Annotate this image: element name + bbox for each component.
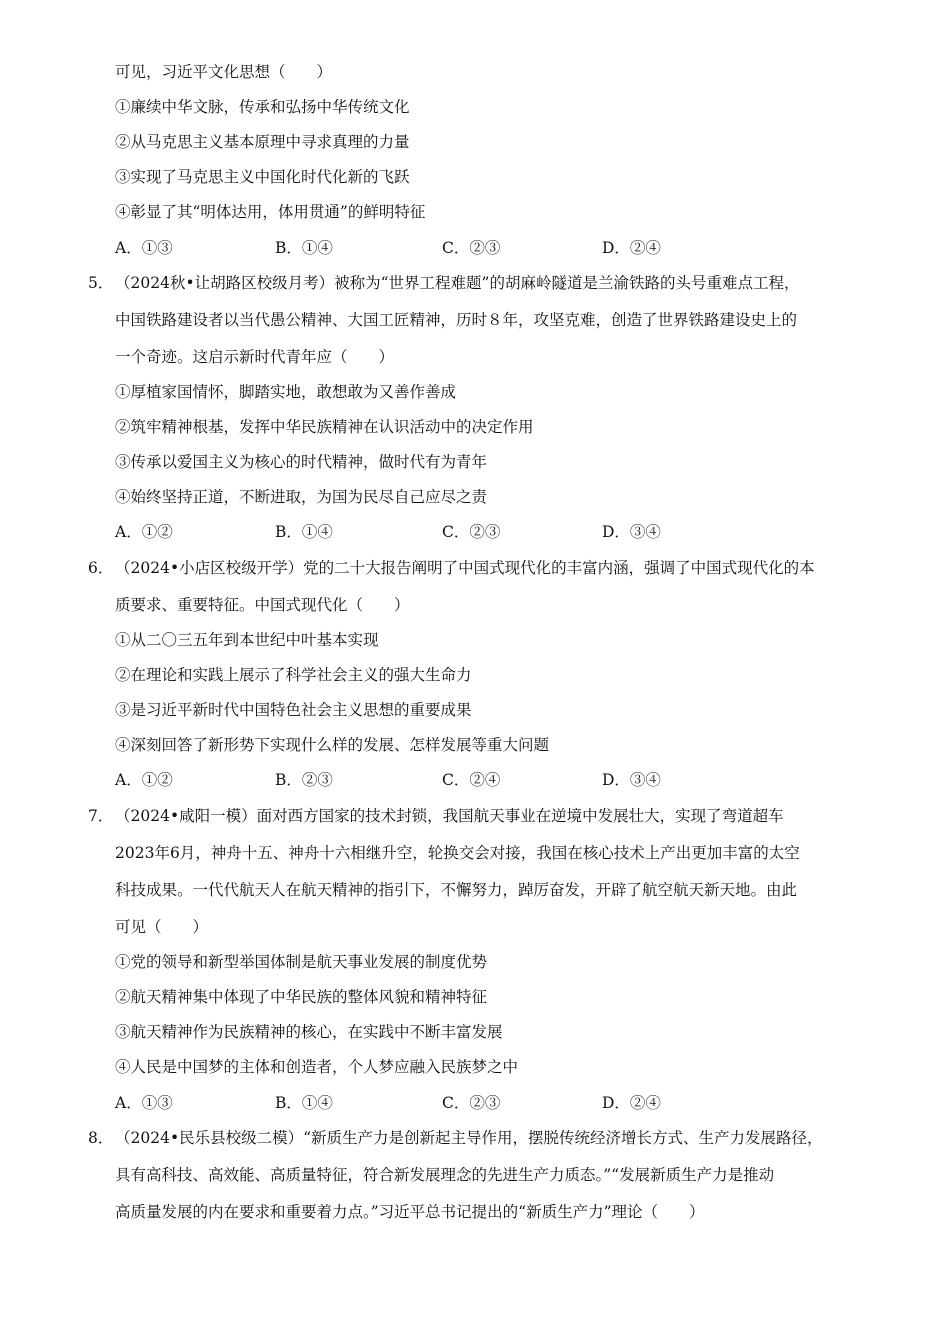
- q6-option-c[interactable]: C．②④: [442, 771, 501, 789]
- q6-option-d[interactable]: D．③④: [602, 771, 661, 789]
- q7-stem-line-2: 2023年6月，神舟十五、神舟十六相继升空，轮换交会对接，我国在核心技术上产出更加丰富的太空: [115, 844, 800, 862]
- q5-stem-line-1: （2024秋•让胡路区校级月考）被称为“世界工程难题”的胡麻岭隧道是兰渝铁路的头号重难点工程，: [115, 274, 800, 292]
- q4-statement-1: ①廉续中华文脉，传承和弘扬中华传统文化: [115, 98, 410, 116]
- q7-number: 7．: [88, 807, 114, 825]
- q8-stem-line-2: 具有高科技、高效能、高质量特征，符合新发展理念的先进生产力质态。”“发展新质生产力是推动: [115, 1166, 775, 1184]
- q4-option-d[interactable]: D．②④: [602, 239, 661, 257]
- q7-statement-3: ③航天精神作为民族精神的核心，在实践中不断丰富发展: [115, 1023, 503, 1041]
- q6-option-b[interactable]: B．②③: [275, 771, 333, 789]
- q7-statement-2: ②航天精神集中体现了中华民族的整体风貌和精神特征: [115, 988, 488, 1006]
- q7-option-c[interactable]: C．②③: [442, 1094, 501, 1112]
- q5-stem-line-2: 中国铁路建设者以当代愚公精神、大国工匠精神，历时８年，攻坚克难，创造了世界铁路建设史上的: [115, 311, 798, 329]
- q7-statement-4: ④人民是中国梦的主体和创造者，个人梦应融入民族梦之中: [115, 1058, 519, 1076]
- q7-option-b[interactable]: B．①④: [275, 1094, 333, 1112]
- q6-statement-4: ④深刻回答了新形势下实现什么样的发展、怎样发展等重大问题: [115, 736, 550, 754]
- q6-number: 6．: [88, 559, 114, 577]
- q6-statement-2: ②在理论和实践上展示了科学社会主义的强大生命力: [115, 666, 472, 684]
- q7-statement-1: ①党的领导和新型举国体制是航天事业发展的制度优势: [115, 953, 488, 971]
- q5-statement-4: ④始终坚持正道，不断进取，为国为民尽自己应尽之责: [115, 488, 488, 506]
- q4-stem-tail: 可见，习近平文化思想（ ）: [115, 63, 333, 81]
- q5-number: 5．: [88, 274, 114, 292]
- q4-statement-2: ②从马克思主义基本原理中寻求真理的力量: [115, 133, 410, 151]
- q5-option-d[interactable]: D．③④: [602, 523, 661, 541]
- q5-option-a[interactable]: A．①②: [115, 523, 173, 541]
- q6-statement-3: ③是习近平新时代中国特色社会主义思想的重要成果: [115, 701, 472, 719]
- q5-statement-3: ③传承以爱国主义为核心的时代精神，做时代有为青年: [115, 453, 488, 471]
- q7-stem-line-1: （2024•咸阳一模）面对西方国家的技术封锁，我国航天事业在逆境中发展壮大，实现了弯道超车: [115, 807, 784, 825]
- q7-stem-line-4: 可见（ ）: [115, 918, 209, 936]
- q6-stem-line-2: 质要求、重要特征。中国式现代化（ ）: [115, 596, 410, 614]
- q6-option-a[interactable]: A．①②: [115, 771, 173, 789]
- q8-number: 8．: [88, 1129, 114, 1147]
- q5-statement-2: ②筑牢精神根基，发挥中华民族精神在认识活动中的决定作用: [115, 418, 534, 436]
- q5-option-b[interactable]: B．①④: [275, 523, 333, 541]
- q6-stem-line-1: （2024•小店区校级开学）党的二十大报告阐明了中国式现代化的丰富内涵，强调了中国式现代化的本: [115, 559, 815, 577]
- q5-stem-line-3: 一个奇迹。这启示新时代青年应（ ）: [115, 348, 395, 366]
- q5-statement-1: ①厚植家国情怀，脚踏实地，敢想敢为又善作善成: [115, 383, 457, 401]
- q4-statement-4: ④彰显了其“明体达用，体用贯通”的鲜明特征: [115, 203, 426, 221]
- q4-option-a[interactable]: A．①③: [115, 239, 173, 257]
- q7-option-d[interactable]: D．②④: [602, 1094, 661, 1112]
- q4-statement-3: ③实现了马克思主义中国化时代化新的飞跃: [115, 168, 410, 186]
- q8-stem-line-1: （2024•民乐县校级二模）“新质生产力是创新起主导作用，摆脱传统经济增长方式、生产力发展路径，: [115, 1129, 823, 1147]
- q4-option-c[interactable]: C．②③: [442, 239, 501, 257]
- q8-stem-line-3: 高质量发展的内在要求和重要着力点。”习近平总书记提出的“新质生产力”理论（ ）: [115, 1203, 705, 1221]
- q7-option-a[interactable]: A．①③: [115, 1094, 173, 1112]
- q7-stem-line-3: 科技成果。一代代航天人在航天精神的指引下，不懈努力，踔厉奋发，开辟了航空航天新天地。由此: [115, 881, 798, 899]
- q4-option-b[interactable]: B．①④: [275, 239, 333, 257]
- q6-statement-1: ①从二〇三五年到本世纪中叶基本实现: [115, 631, 379, 649]
- q5-option-c[interactable]: C．②③: [442, 523, 501, 541]
